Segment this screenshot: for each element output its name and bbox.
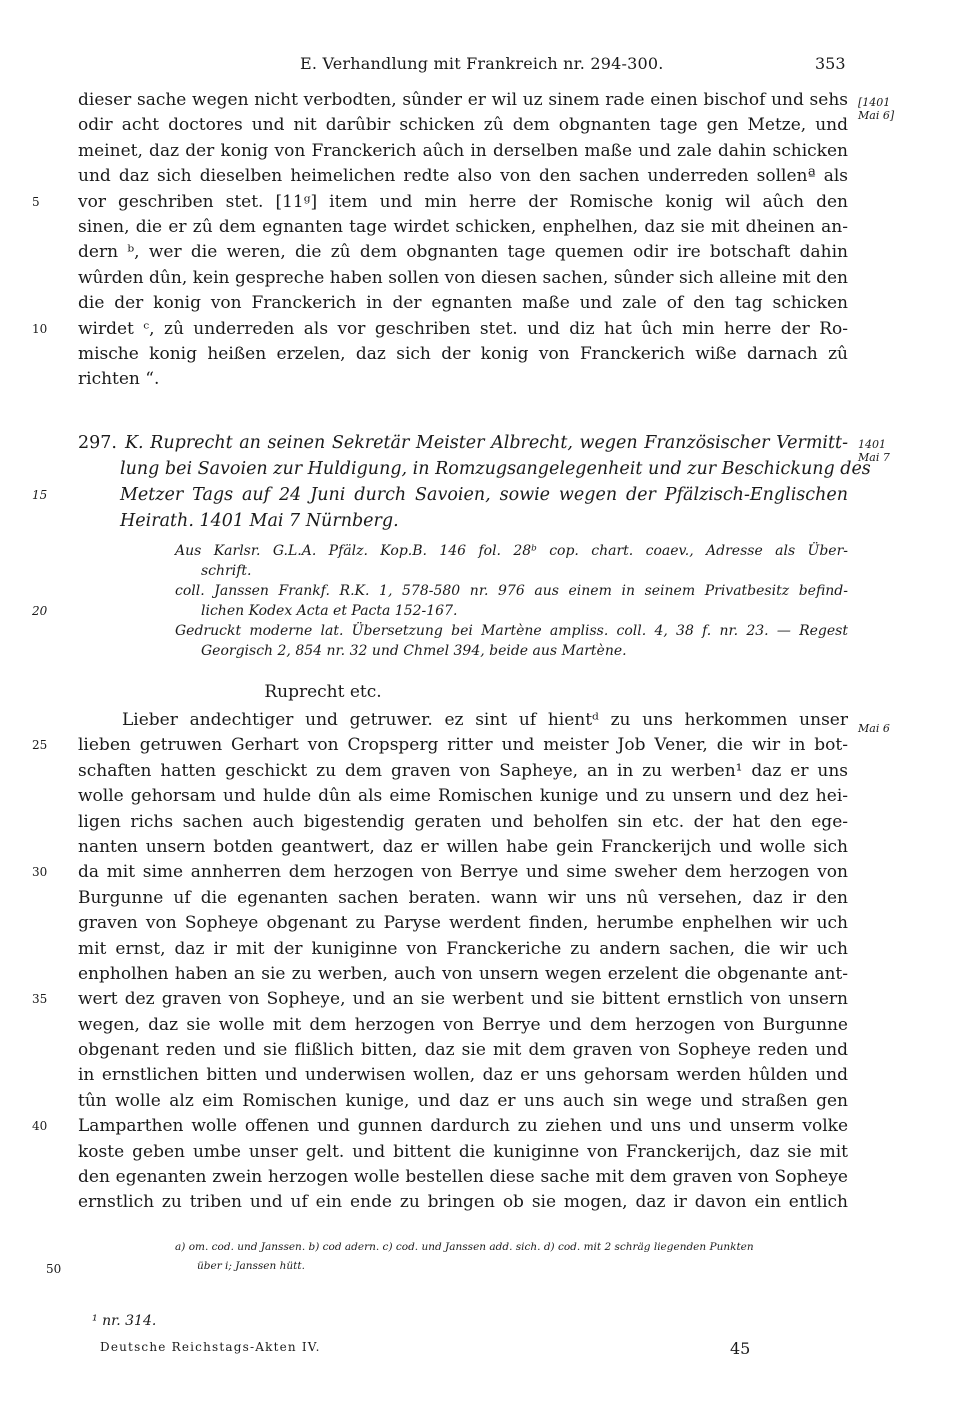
line-text: wirdet ᶜ, zû underreden als vor geschriben stet. und diz hat ûch min herre der Ro- <box>78 318 848 339</box>
regest-line <box>78 456 871 482</box>
source-notes <box>32 541 848 661</box>
sheet-signature: 45 <box>730 1339 751 1358</box>
line-text: ernstlich zu triben und uf ein ende zu bringen ob sie mogen, daz ir davon ein entlich <box>78 1192 848 1213</box>
text-line <box>78 215 848 240</box>
critical-apparatus <box>175 1238 848 1276</box>
text-line <box>32 317 848 342</box>
line-text: graven von Sopheye obgenant zu Paryse werdent finden, herumbe enphelhen wir uch <box>78 913 848 934</box>
margin-date-line: Mai 6] <box>858 109 895 122</box>
line-number: 35 <box>32 992 48 1007</box>
line-text: Lieber andechtiger und getruwer. ez sint uf hientᵈ zu uns herkommen unser <box>122 710 848 730</box>
line-number: 50 <box>46 1262 62 1276</box>
text-line <box>78 291 848 316</box>
margin-date-line: [1401 <box>858 96 891 109</box>
text-line <box>78 367 848 392</box>
text-line <box>78 113 848 138</box>
source-line <box>175 641 848 661</box>
line-text: Gedruckt moderne lat. Übersetzung bei Martène ampliss. coll. 4, 38 f. nr. 23. — Regest <box>175 623 848 639</box>
line-number: 20 <box>32 604 48 618</box>
letter-body <box>32 708 848 1216</box>
line-number: 30 <box>32 865 48 880</box>
line-text: mische konig heißen erzelen, daz sich der konig von Franckerich wiße darnach zû <box>78 343 848 364</box>
letter-line <box>32 987 848 1012</box>
line-text: K. Ruprecht an seinen Sekretär Meister Albrecht, wegen Französischer Vermitt- <box>124 433 848 453</box>
letter-line <box>32 733 848 758</box>
letter-line <box>78 708 848 733</box>
text-line <box>78 139 848 164</box>
apparatus-line <box>175 1257 848 1276</box>
letter-line <box>78 1165 848 1190</box>
source-line <box>32 601 848 621</box>
source-line <box>175 561 848 581</box>
line-number: 15 <box>32 488 48 502</box>
line-text: dieser sache wegen nicht verbodten, sûnder er wil uz sinem rade einen bischof und sehs <box>78 90 848 110</box>
letter-line <box>78 1140 848 1165</box>
regest-line <box>78 430 848 456</box>
letter-line <box>78 1013 848 1038</box>
letter-line <box>78 1063 848 1088</box>
line-text: schrift. <box>201 563 252 579</box>
line-text: lichen Kodex Acta et Pacta 152-167. <box>201 603 458 619</box>
line-text: lung bei Savoien zur Huldigung, in Romzugsangelegenheit und zur Beschickung des <box>120 459 871 479</box>
margin-date-line: Mai 7 <box>858 451 890 464</box>
margin-date-regest <box>858 438 938 464</box>
apparatus-line <box>175 1238 848 1257</box>
regest-line <box>32 482 848 508</box>
text-line <box>32 190 848 215</box>
text-line <box>78 266 848 291</box>
letter-line <box>78 937 848 962</box>
page-number: 353 <box>815 54 846 73</box>
source-line <box>175 581 848 601</box>
regest-line <box>78 508 848 534</box>
line-text: Aus Karlsr. G.L.A. Pfälz. Kop.B. 146 fol. 28ᵇ cop. chart. coaev., Adresse als Über- <box>175 543 848 559</box>
top-paragraph <box>32 88 848 393</box>
source-line <box>175 621 848 641</box>
line-text: über i; Janssen hütt. <box>197 1260 305 1272</box>
letter-line <box>78 784 848 809</box>
line-text: ligen richs sachen auch bigestendig geraten und beholfen sin etc. der hat den ege- <box>78 811 848 832</box>
margin-date-line: 1401 <box>858 438 886 451</box>
line-text: Burgunne uf die egenanten sachen beraten. wann wir uns nû versehen, daz ir den <box>78 887 848 908</box>
line-text: die der konig von Franckerich in der egnanten maße und zale of den tag schicken <box>78 293 848 314</box>
line-text: vor geschriben stet. [11ᵍ] item und min herre der Romische konig wil aûch den <box>78 191 848 212</box>
line-text: a) om. cod. und Janssen. b) cod adern. c) cod. und Janssen add. sich. d) cod. mit 2 schräg liegenden Punkten <box>175 1241 754 1253</box>
line-text: wert dez graven von Sopheye, und an sie werbent und sie bittent ernstlich von unsern <box>78 989 848 1010</box>
line-text: wûrden dûn, kein gespreche haben sollen von diesen sachen, sûnder sich alleine mit den <box>78 267 848 288</box>
letter-line <box>32 860 848 885</box>
margin-date-top <box>858 96 938 122</box>
letter-line <box>78 962 848 987</box>
letter-line <box>78 810 848 835</box>
regest-title <box>32 430 871 534</box>
line-text: Metzer Tags auf 24 Juni durch Savoien, sowie wegen der Pfälzisch-Englischen <box>120 485 848 505</box>
letter-line <box>32 1114 848 1139</box>
line-text: mit ernst, daz ir mit der kuniginne von Franckeriche zu andern sachen, die wir uch <box>78 938 848 959</box>
running-title: E. Verhandlung mit Frankreich nr. 294-300. <box>300 54 664 73</box>
line-text: in ernstlichen bitten und underwisen wollen, daz er uns gehorsam werden hûlden und <box>78 1065 848 1086</box>
line-text: Heirath. 1401 Mai 7 Nürnberg. <box>120 511 399 531</box>
letter-salutation <box>78 682 848 702</box>
line-number: 25 <box>32 738 48 753</box>
line-text: dern ᵇ, wer die weren, die zû dem obgnanten tage quemen odir ire botschaft dahin <box>78 242 848 263</box>
margin-date-letter: Mai 6 <box>858 722 890 735</box>
line-text: nanten unsern botden geantwert, daz er willen habe gein Franckerijch und wolle sich <box>78 836 848 857</box>
line-text: enpholhen haben an sie zu werben, auch von unsern wegen erzelent die obgenante ant- <box>78 963 848 984</box>
line-text: koste geben umbe unser gelt. und bittent die kuniginne von Franckerijch, daz sie mit <box>78 1141 848 1162</box>
letter-line <box>78 1089 848 1114</box>
text-line <box>78 240 848 265</box>
line-text: meinet, daz der konig von Franckerich aûch in derselben maße und zale dahin schicken <box>78 140 848 161</box>
line-number: 40 <box>32 1119 48 1134</box>
source-line <box>175 541 848 561</box>
letter-line <box>78 1190 848 1215</box>
letter-line <box>78 886 848 911</box>
line-text: sinen, die er zû dem egnanten tage wirdet schicken, enphelhen, daz sie mit dheinen an- <box>78 216 848 237</box>
line-number: 10 <box>32 321 48 336</box>
text-line <box>78 88 848 113</box>
line-text: tûn wolle alz eim Romischen kunige, und daz er uns auch sin wege und straßen gen <box>78 1090 848 1111</box>
footnote: ¹ nr. 314. <box>92 1313 157 1329</box>
line-text: wolle gehorsam und hulde dûn als eime Romischen kunige und zu unsern und dez hei- <box>78 786 848 807</box>
line-text: da mit sime annherren dem herzogen von Berrye und sime sweher dem herzogen von <box>78 862 848 883</box>
line-text: wegen, daz sie wolle mit dem herzogen von Berrye und dem herzogen von Burgunne <box>78 1014 848 1035</box>
document-number: 297. <box>78 433 117 453</box>
line-text: coll. Janssen Frankf. R.K. 1, 578-580 nr. 976 aus einem in seinem Privatbesitz befind- <box>175 583 848 599</box>
line-text: lieben getruwen Gerhart von Cropsperg ritter und meister Job Vener, die wir in bot- <box>78 735 848 756</box>
line-number: 5 <box>32 194 40 209</box>
letter-line <box>78 911 848 936</box>
line-text: Georgisch 2, 854 nr. 32 und Chmel 394, beide aus Martène. <box>201 643 627 659</box>
line-text: obgenant reden und sie flißlich bitten, daz sie mit dem graven von Sopheye reden und <box>78 1040 848 1061</box>
running-header <box>0 54 960 80</box>
line-text: richten “. <box>78 369 160 390</box>
line-text: odir acht doctores und nit darûbir schicken zû dem obgnanten tage gen Metze, und <box>78 115 848 136</box>
letter-line <box>78 835 848 860</box>
line-text: schaften hatten geschickt zu dem graven von Sapheye, an in zu werben¹ daz er uns <box>78 760 848 781</box>
salutation-text: Ruprecht etc. <box>264 682 382 702</box>
text-line <box>78 342 848 367</box>
letter-line <box>78 759 848 784</box>
line-text: den egenanten zwein herzogen wolle bestellen diese sache mit dem graven von Sopheye <box>78 1167 848 1188</box>
text-line <box>78 164 848 189</box>
line-text: Lamparthen wolle offenen und gunnen dardurch zu ziehen und uns und unserm volke <box>78 1116 848 1137</box>
letter-line <box>78 1038 848 1063</box>
publication-footer: Deutsche Reichstags-Akten IV. <box>100 1340 321 1354</box>
line-text: und daz sich dieselben heimelichen redte also von den sachen underreden sollenª als <box>78 166 848 187</box>
